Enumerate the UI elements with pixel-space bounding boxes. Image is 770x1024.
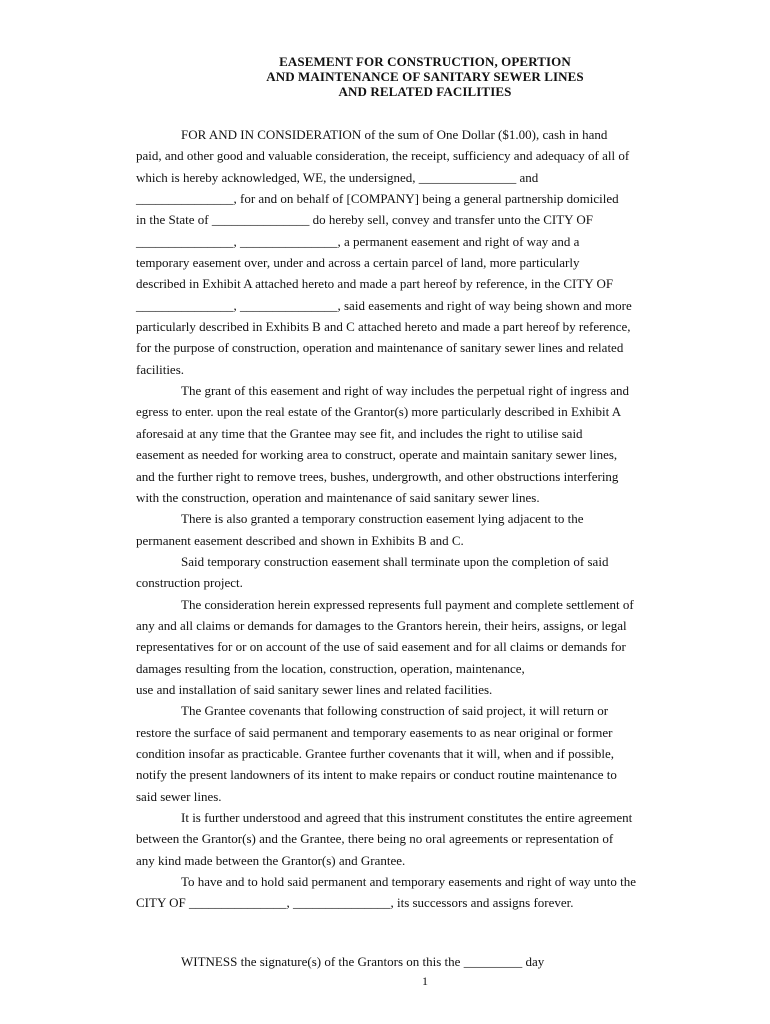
body-line: any and all claims or demands for damages to the Grantors herein, their heirs, assigns, or legal (136, 617, 627, 633)
body-line: egress to enter. upon the real estate of the Grantor(s) more particularly described in Exhibit A (136, 404, 622, 420)
title-line-3: AND RELATED FACILITIES (338, 84, 512, 99)
body-line: condition insofar as practicable. Grantee further covenants that it will, when and if possible, (136, 745, 614, 761)
body-line: for the purpose of construction, operation and maintenance of sanitary sewer lines and related (136, 340, 624, 356)
body-line: in the State of _______________ do hereby sell, convey and transfer unto the CITY OF (136, 212, 593, 228)
body-line: The consideration herein expressed represents full payment and complete settlement of (181, 596, 634, 612)
page-number: 1 (422, 974, 428, 988)
body-line: permanent easement described and shown in Exhibits B and C. (136, 532, 464, 548)
body-line: construction project. (136, 575, 243, 591)
body-line: aforesaid at any time that the Grantee may see fit, and includes the right to utilise said (136, 425, 583, 441)
body-line: The grant of this easement and right of way includes the perpetual right of ingress and (181, 383, 630, 399)
body-line: _______________, for and on behalf of [COMPANY] being a general partnership domiciled (136, 191, 619, 207)
body-line: easement as needed for working area to construct, operate and maintain sanitary sewer lines, (136, 447, 618, 463)
body-line: restore the surface of said permanent and temporary easements to as near original or former (136, 724, 613, 740)
body-line: described in Exhibit A attached hereto and made a part hereof by reference, in the CITY OF (136, 276, 614, 292)
body-line: said sewer lines. (136, 788, 222, 804)
witness-line: WITNESS the signature(s) of the Grantors on this the _________ day (181, 954, 545, 969)
body-line: facilities. (136, 361, 185, 377)
title-line-1: EASEMENT FOR CONSTRUCTION, OPERTION (279, 54, 571, 69)
body-line: FOR AND IN CONSIDERATION of the sum of One Dollar ($1.00), cash in hand (181, 127, 608, 142)
body-line: It is further understood and agreed that this instrument constitutes the entire agreement (181, 810, 633, 825)
body-line: use and installation of said sanitary sewer lines and related facilities. (136, 681, 493, 697)
body-line: The Grantee covenants that following construction of said project, it will return or (181, 703, 609, 719)
body-line: notify the present landowners of its intent to make repairs or conduct routine maintenance to (136, 767, 617, 783)
body-line: Said temporary construction easement shall terminate upon the completion of said (181, 553, 609, 569)
body-line: CITY OF _______________, _______________, its successors and assigns forever. (136, 895, 574, 911)
body-line: representatives for or on account of the use of said easement and for all claims or demands for (136, 639, 626, 655)
document-body (136, 124, 716, 914)
body-line: To have and to hold said permanent and temporary easements and right of way unto the (181, 874, 637, 890)
body-line: paid, and other good and valuable consideration, the receipt, sufficiency and adequacy of all of (136, 148, 630, 164)
body-line: temporary easement over, under and across a certain parcel of land, more particularly (136, 255, 580, 271)
body-line: _______________, _______________, said easements and right of way being shown and more (136, 297, 632, 313)
body-line: _______________, _______________, a permanent easement and right of way and a (136, 233, 580, 249)
body-line: any kind made between the Grantor(s) and Grantee. (136, 852, 406, 868)
body-line: with the construction, operation and maintenance of said sanitary sewer lines. (136, 489, 540, 505)
body-line: and the further right to remove trees, bushes, undergrowth, and other obstructions interfering (136, 468, 619, 484)
body-line: between the Grantor(s) and the Grantee, there being no oral agreements or representation of (136, 831, 614, 847)
body-line: damages resulting from the location, construction, operation, maintenance, (136, 660, 525, 676)
body-line: There is also granted a temporary construction easement lying adjacent to the (181, 511, 584, 527)
title-line-2: AND MAINTENANCE OF SANITARY SEWER LINES (266, 69, 584, 84)
body-line: which is hereby acknowledged, WE, the undersigned, _______________ and (136, 169, 539, 185)
document-title (0, 54, 770, 99)
body-line: particularly described in Exhibits B and C attached hereto and made a part hereof by reference, (136, 319, 631, 335)
